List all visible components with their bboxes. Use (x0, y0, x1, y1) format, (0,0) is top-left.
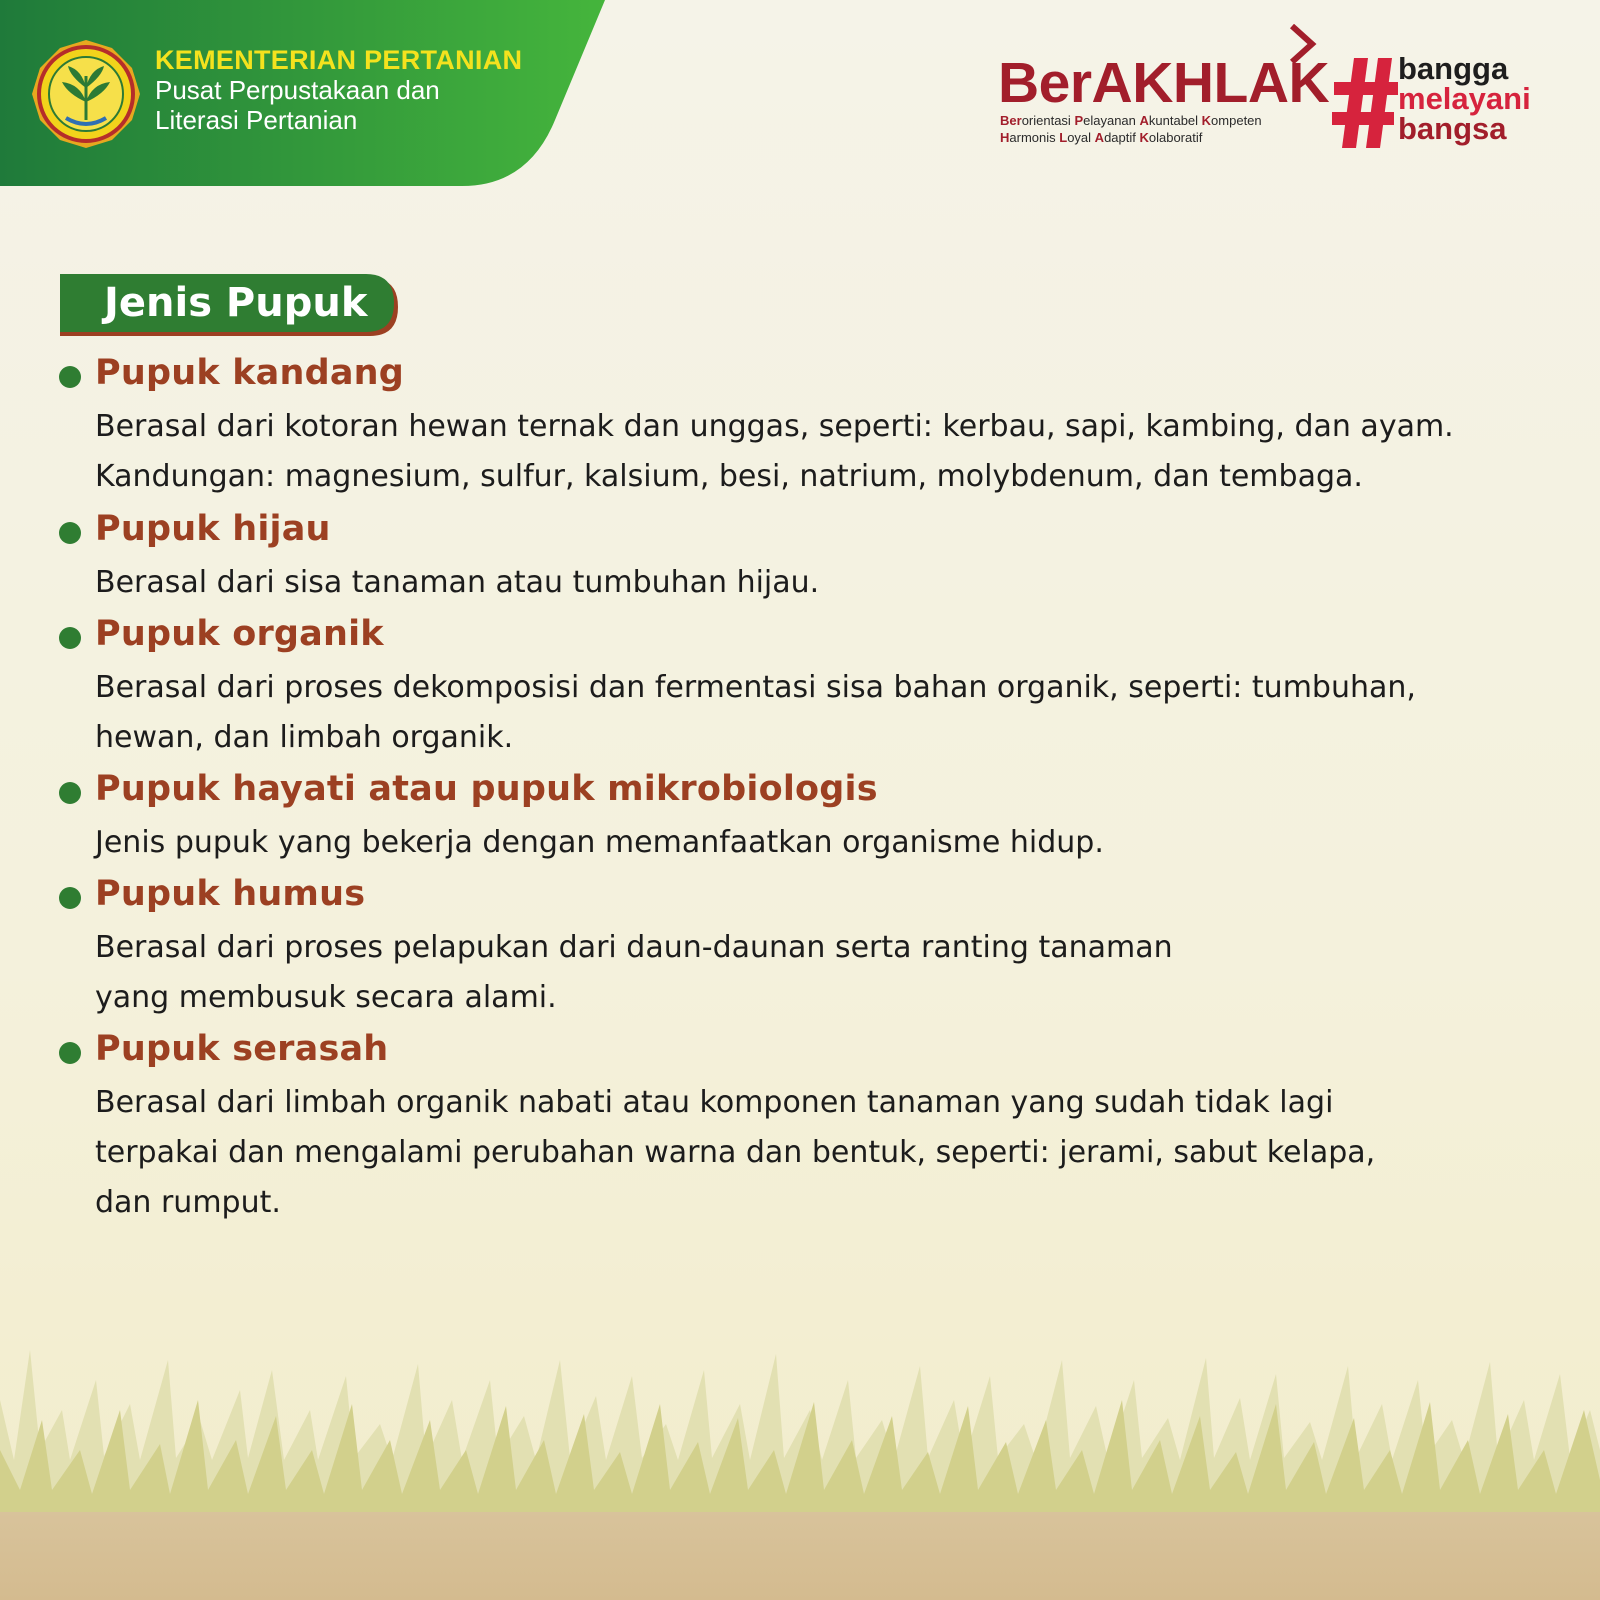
soil-strip (0, 1512, 1600, 1600)
item-title: Pupuk hayati atau pupuk mikrobiologis (95, 769, 878, 809)
unit-name-line-1: Pusat Perpustakaan dan (155, 75, 440, 105)
description-line: dan rumput. (95, 1185, 281, 1220)
ministry-logo (30, 38, 142, 150)
item-title: Pupuk organik (95, 614, 384, 654)
section-heading-tag (60, 274, 400, 335)
bullet-icon (59, 782, 81, 804)
berakhlak-logo (998, 26, 1328, 156)
description-line: terpakai dan mengalami perubahan warna dan bentuk, seperti: jerami, sabut kelapa, (95, 1135, 1376, 1170)
bullet-icon (59, 366, 81, 388)
description-line: Berasal dari sisa tanaman atau tumbuhan hijau. (95, 565, 820, 600)
bullet-icon (59, 522, 81, 544)
berakhlak-tagline (1000, 112, 1262, 146)
unit-name-line-2: Literasi Pertanian (155, 105, 358, 135)
item-description (95, 558, 1595, 608)
berakhlak-tagline-line-1: Berorientasi Pelayanan Akuntabel Kompeten (1000, 113, 1262, 128)
bullet-icon (59, 1042, 81, 1064)
bangga-text (1398, 51, 1531, 146)
item-title: Pupuk serasah (95, 1029, 389, 1069)
description-line: Berasal dari kotoran hewan ternak dan unggas, seperti: kerbau, sapi, kambing, dan ayam. (95, 409, 1454, 444)
berakhlak-tagline-line-2: Harmonis Loyal Adaptif Kolaboratif (1000, 130, 1203, 145)
description-line: Kandungan: magnesium, sulfur, kalsium, besi, natrium, molybdenum, dan tembaga. (95, 459, 1363, 494)
ministry-name: KEMENTERIAN PERTANIAN (155, 45, 523, 75)
organization-text (155, 45, 575, 135)
bangga-line-2: melayani (1398, 81, 1531, 116)
description-line: Jenis pupuk yang bekerja dengan memanfaatkan organisme hidup. (95, 825, 1104, 860)
item-description (95, 663, 1595, 763)
description-line: Berasal dari limbah organik nabati atau komponen tanaman yang sudah tidak lagi (95, 1085, 1334, 1120)
bullet-icon (59, 887, 81, 909)
bangga-line-1: bangga (1398, 51, 1509, 86)
item-title: Pupuk humus (95, 874, 366, 914)
bullet-icon (59, 627, 81, 649)
berakhlak-wordmark: BerAKHLAK (998, 51, 1330, 115)
item-description (95, 402, 1595, 502)
bangga-melayani-bangsa-logo (1332, 51, 1562, 154)
hashtag-icon (1332, 58, 1398, 148)
item-description (95, 923, 1595, 1023)
description-line: yang membusuk secara alami. (95, 980, 557, 1015)
item-title: Pupuk hijau (95, 509, 331, 549)
section-title: Jenis Pupuk (104, 280, 368, 326)
grass-decoration (0, 1340, 1600, 1520)
item-title: Pupuk kandang (95, 353, 405, 393)
description-line: hewan, dan limbah organik. (95, 720, 514, 755)
item-description (95, 818, 1595, 868)
item-description (95, 1078, 1595, 1228)
bangga-line-3: bangsa (1398, 111, 1507, 146)
description-line: Berasal dari proses pelapukan dari daun-daunan serta ranting tanaman (95, 930, 1173, 965)
description-line: Berasal dari proses dekomposisi dan fermentasi sisa bahan organik, seperti: tumbuhan, (95, 670, 1416, 705)
